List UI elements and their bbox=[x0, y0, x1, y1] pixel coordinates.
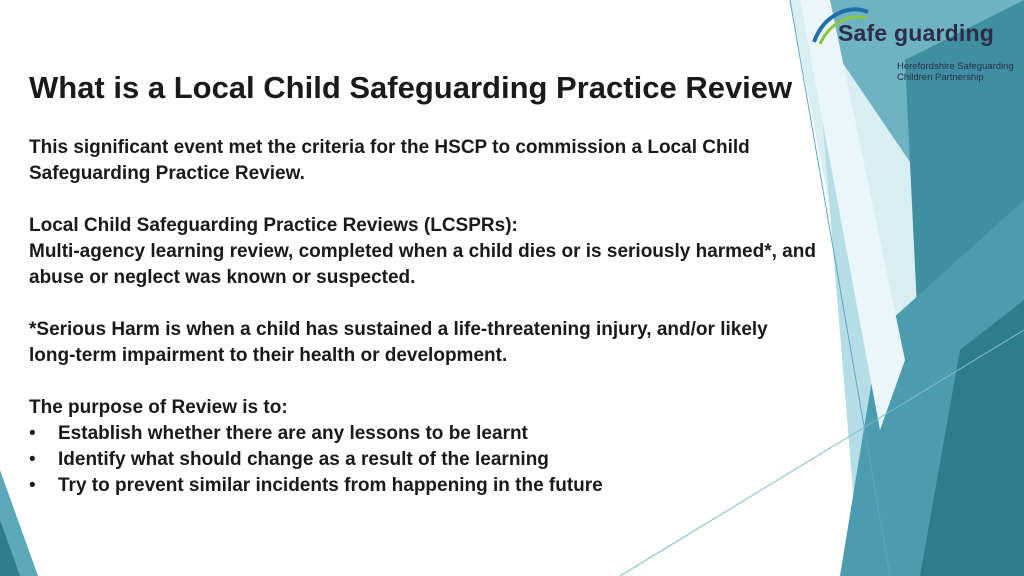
purpose-section bbox=[29, 395, 819, 499]
lcspr-heading: Local Child Safeguarding Practice Reviews (LCSPRs): bbox=[29, 215, 518, 236]
logo-subtitle-line1: Herefordshire Safeguarding bbox=[897, 61, 1014, 72]
logo-subtitle bbox=[897, 61, 1014, 83]
logo-subtitle-line2: Children Partnership bbox=[897, 72, 984, 83]
list-item bbox=[29, 421, 819, 447]
bullet-icon: • bbox=[29, 449, 36, 470]
lcspr-section bbox=[29, 213, 819, 291]
purpose-heading: The purpose of Review is to: bbox=[29, 397, 288, 418]
intro-paragraph: This significant event met the criteria for the HSCP to commission a Local Child Safeguarding Practice Review. bbox=[29, 137, 750, 184]
slide-title: What is a Local Child Safeguarding Practice Review bbox=[29, 70, 793, 105]
list-item bbox=[29, 447, 819, 473]
logo bbox=[808, 6, 1018, 84]
serious-harm-note: *Serious Harm is when a child has sustained a life-threatening injury, and/or likely long-term impairment to their health or development. bbox=[29, 319, 768, 366]
list-item-text: Try to prevent similar incidents from happening in the future bbox=[58, 475, 603, 496]
list-item bbox=[29, 473, 819, 499]
bullet-icon: • bbox=[29, 423, 36, 444]
purpose-list bbox=[29, 421, 819, 499]
bullet-icon: • bbox=[29, 475, 36, 496]
logo-wordmark: Safe guarding bbox=[838, 20, 994, 46]
list-item-text: Identify what should change as a result of the learning bbox=[58, 449, 549, 470]
slide-content bbox=[29, 68, 819, 499]
lcspr-text: Multi-agency learning review, completed when a child dies or is seriously harmed*, and abuse or neglect was known or suspected. bbox=[29, 241, 816, 288]
list-item-text: Establish whether there are any lessons to be learnt bbox=[58, 423, 528, 444]
